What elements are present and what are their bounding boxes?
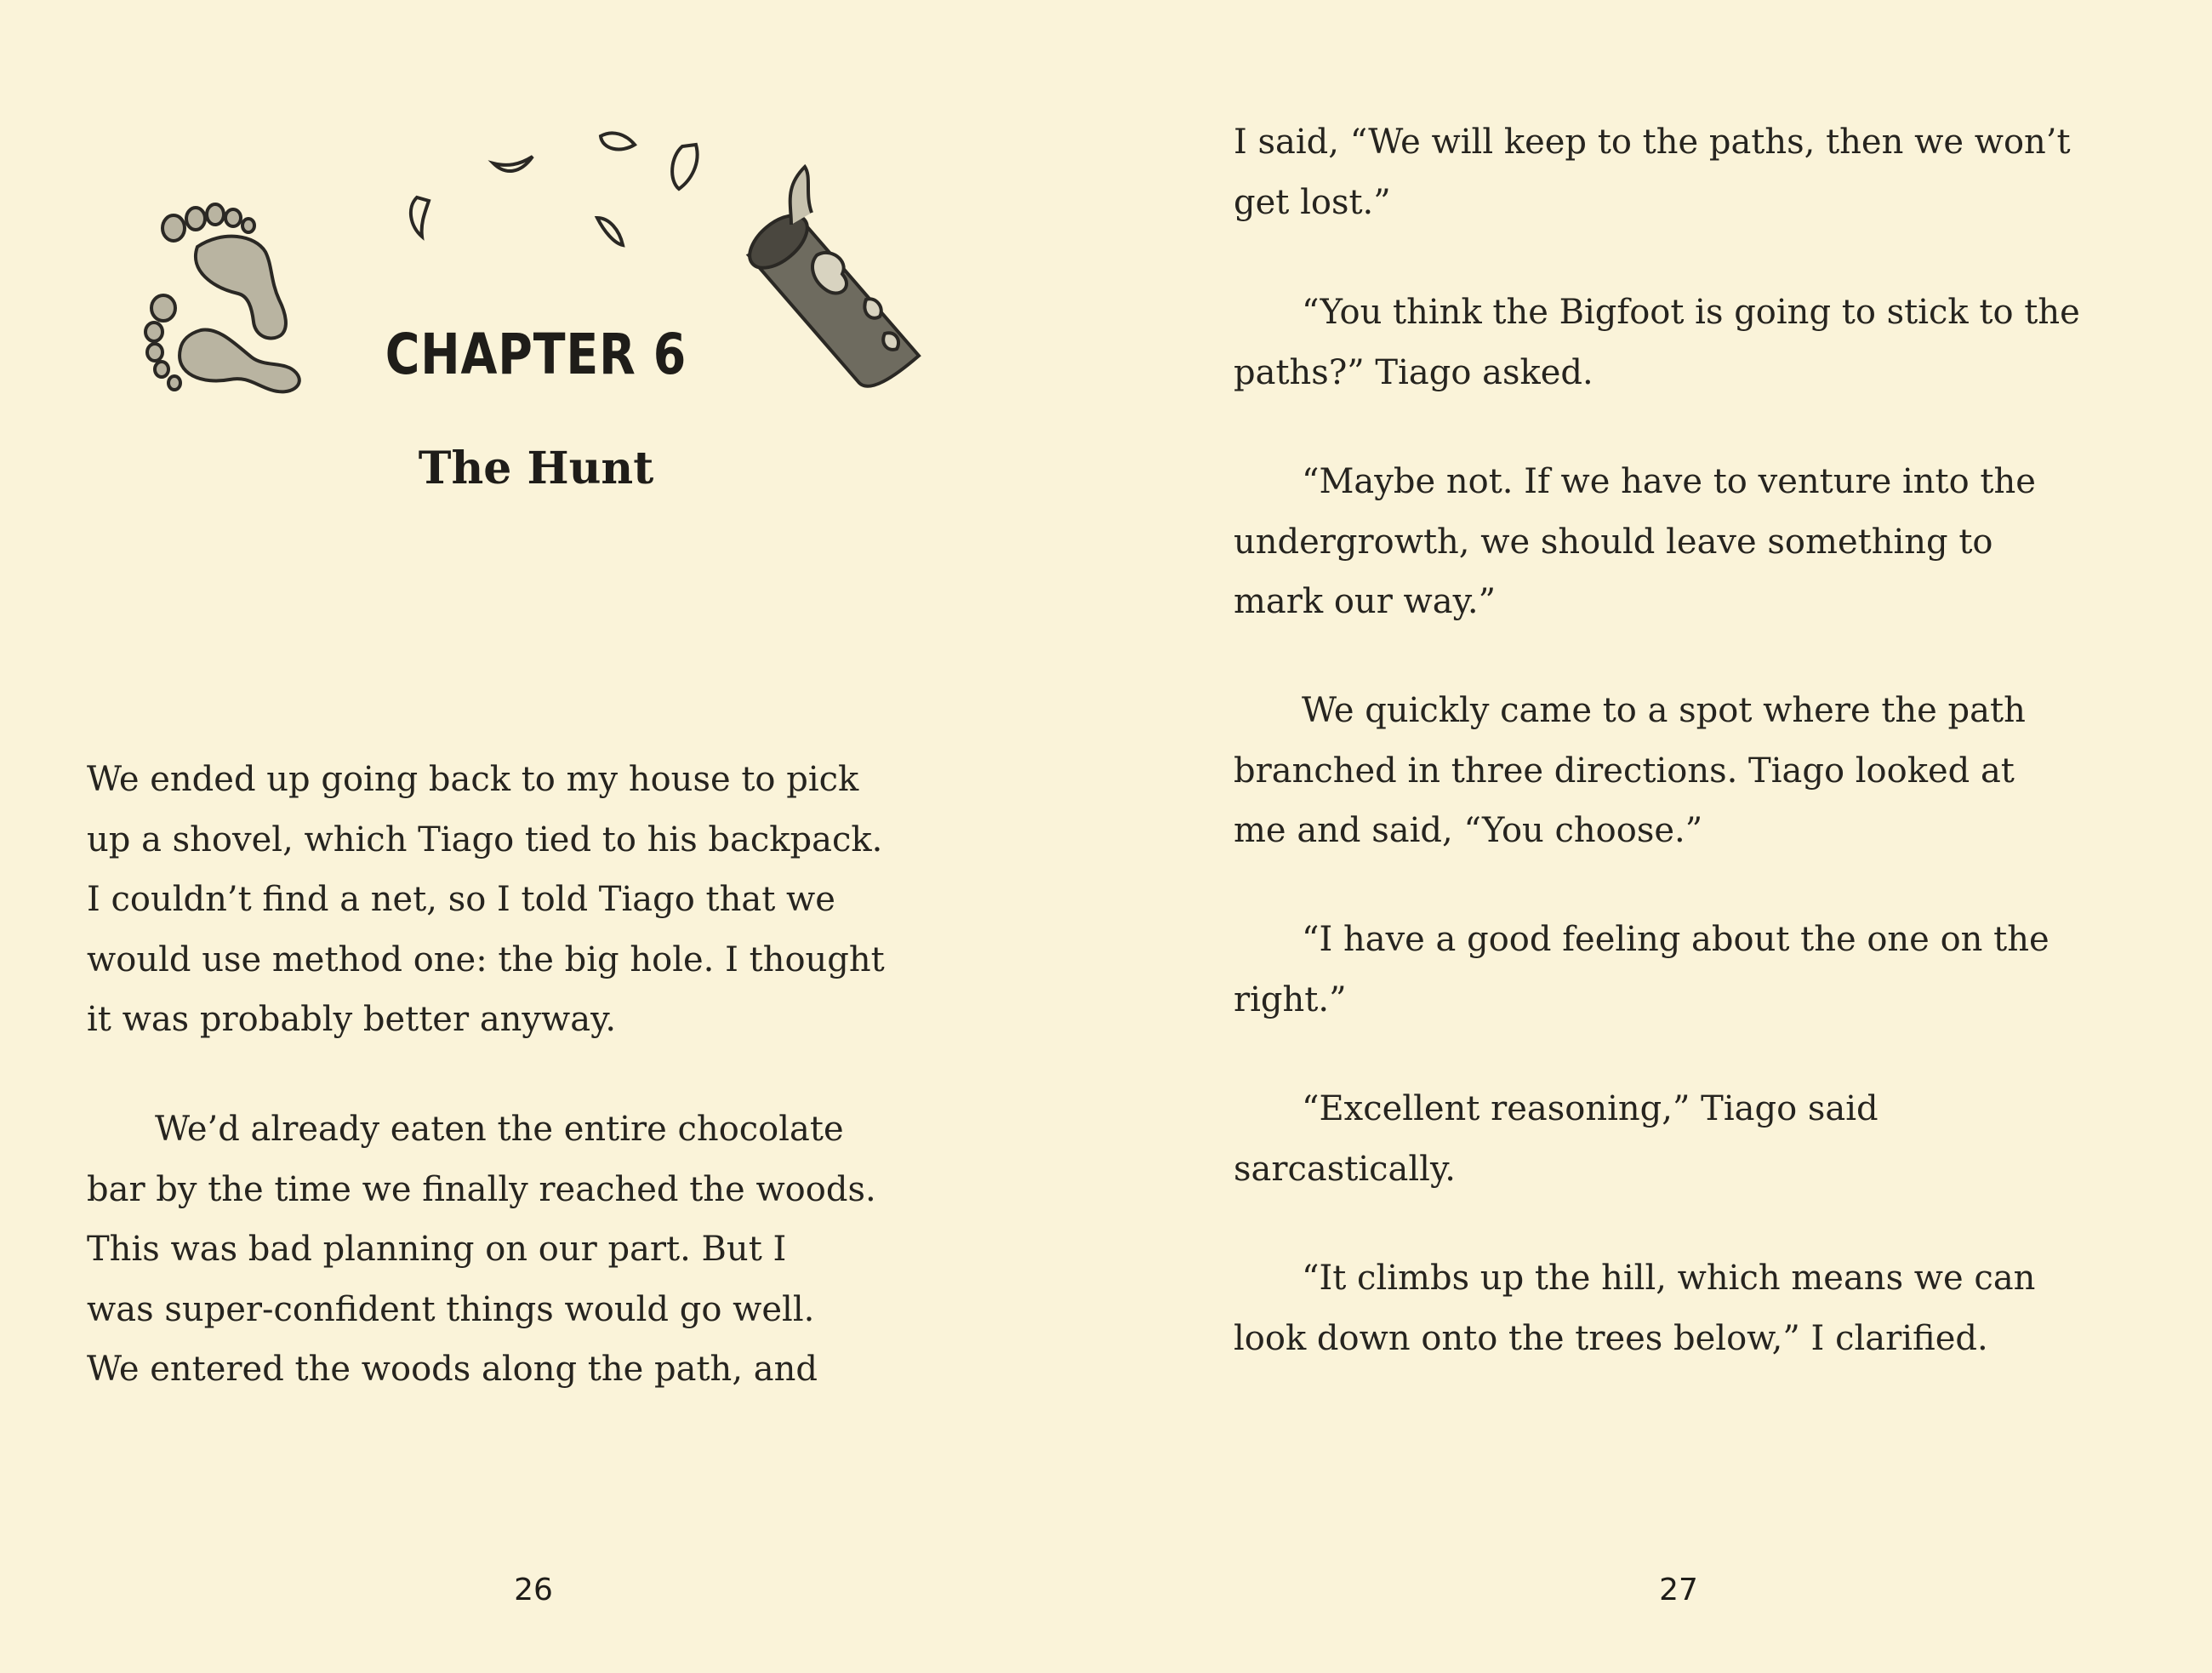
text-line: “It climbs up the hill, which means we can: [1302, 1259, 2036, 1298]
text-line: right.”: [1234, 979, 1347, 1019]
text-line: bar by the time we finally reached the woods.: [87, 1169, 876, 1209]
chip-tube-icon: [740, 167, 919, 386]
text-line: We entered the woods along the path, and: [87, 1350, 818, 1389]
text-line: “Excellent reasoning,” Tiago said: [1302, 1089, 1878, 1128]
text-line: branched in three directions. Tiago looked at: [1234, 751, 2015, 791]
text-line: “Maybe not. If we have to venture into the: [1302, 462, 2036, 501]
text-line: it was probably better anyway.: [87, 1000, 617, 1039]
text-line: We’d already eaten the entire chocolate: [155, 1110, 844, 1149]
text-line: I couldn’t find a net, so I told Tiago that we: [87, 880, 835, 919]
text-line: I said, “We will keep to the paths, then we won’t: [1234, 123, 2071, 162]
chapter-title: The Hunt: [418, 443, 654, 494]
bigfoot-footprints-icon: [145, 204, 299, 391]
chip-crumbs-icon: [411, 133, 698, 245]
text-line: “I have a good feeling about the one on the: [1302, 920, 2050, 959]
right-paragraph-6: [1234, 1079, 1878, 1199]
right-paragraph-2: [1234, 283, 2080, 403]
text-line: was super-confident things would go well.: [87, 1289, 815, 1329]
left-paragraph-2: [87, 1099, 876, 1400]
text-line: mark our way.”: [1234, 582, 1497, 621]
right-paragraph-1: [1234, 112, 2071, 232]
text-line: paths?” Tiago asked.: [1234, 352, 1593, 392]
text-line: me and said, “You choose.”: [1234, 811, 1703, 850]
text-line: This was bad planning on our part. But I: [87, 1230, 787, 1269]
text-line: sarcastically.: [1234, 1149, 1456, 1189]
text-line: undergrowth, we should leave something to: [1234, 522, 1993, 562]
page-number: 27: [1659, 1573, 1698, 1607]
text-line: “You think the Bigfoot is going to stick to the: [1302, 293, 2080, 332]
right-page: [1106, 0, 2212, 1673]
text-line: up a shovel, which Tiago tied to his backpack.: [87, 819, 883, 859]
text-line: We ended up going back to my house to pick: [87, 760, 859, 799]
text-line: look down onto the trees below,” I clarified.: [1234, 1318, 1988, 1358]
right-paragraph-4: [1234, 681, 2026, 861]
text-line: would use method one: the big hole. I thought: [87, 939, 885, 979]
left-paragraph-1: [87, 750, 885, 1050]
chapter-label: CHAPTER 6: [385, 322, 687, 387]
right-paragraph-7: [1234, 1248, 2035, 1368]
page-number: 26: [514, 1573, 553, 1607]
chapter-illustration: [0, 0, 1106, 511]
text-line: get lost.”: [1234, 182, 1391, 222]
right-paragraph-5: [1234, 910, 2050, 1030]
right-paragraph-3: [1234, 452, 2036, 632]
text-line: We quickly came to a spot where the path: [1302, 691, 2026, 730]
